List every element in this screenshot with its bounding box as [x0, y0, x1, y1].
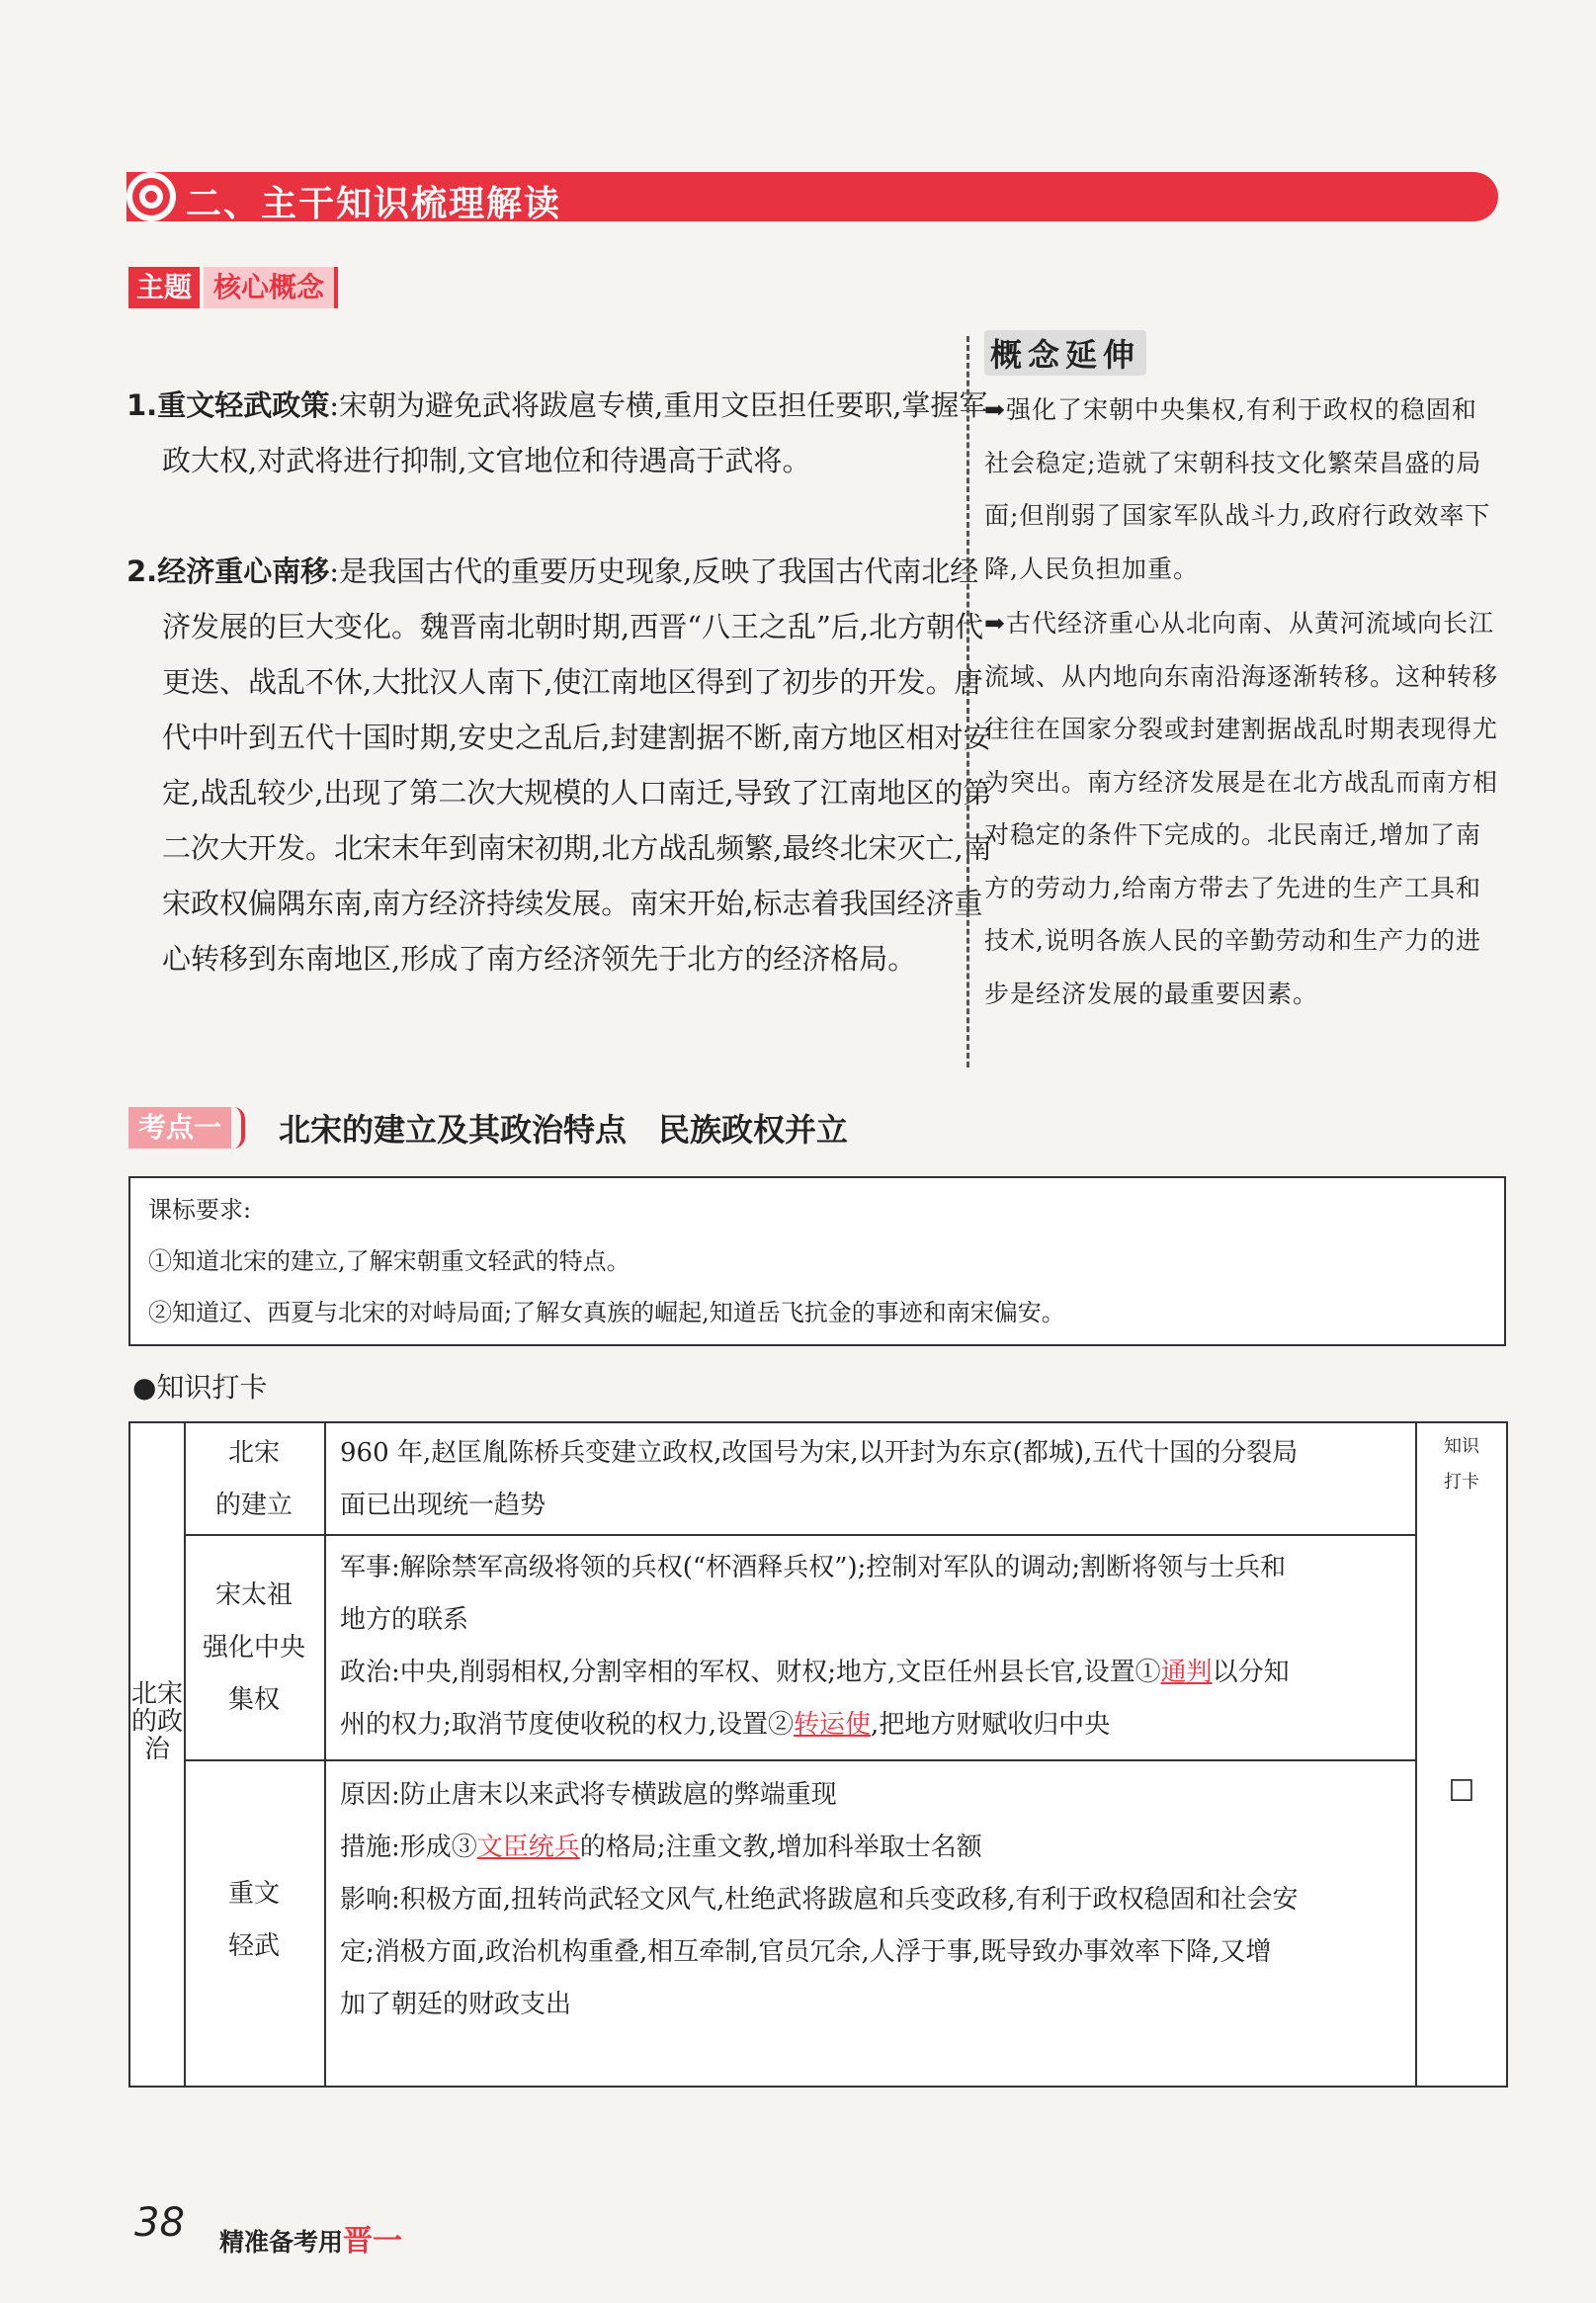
section-title: 二、主干知识梳理解读 — [186, 183, 562, 224]
page-number: 38 — [134, 2200, 185, 2246]
exam-point-tag — [128, 1107, 245, 1149]
sidebar-divider — [966, 336, 969, 1067]
standard-line-2: ②知道辽、西夏与北宋的对峙局面;了解女真族的崛起,知道岳飞抗金的事迹和南宋偏安。 — [148, 1299, 1065, 1326]
standard-line-1: ①知道北宋的建立,了解宋朝重文轻武的特点。 — [148, 1247, 630, 1275]
row3-measure: 措施:形成③文臣统兵的格局;注重文教,增加科举取士名额 — [340, 1833, 982, 1862]
row2-heading-1: 宋太祖 — [214, 1580, 293, 1610]
row2-military-line-2: 地方的联系 — [340, 1605, 469, 1635]
sidebar-paragraph-1: ➡强化了宋朝中央集权,有利于政权的稳固和社会稳定;造就了宋朝科技文化繁荣昌盛的局面;但削弱了国家军队战斗力,政府行政效率下降,人民负担加重。 — [984, 395, 1491, 583]
target-icon — [126, 172, 176, 221]
core-concept-item-1: 1.重文轻武政策:宋朝为避免武将跋扈专横,重用文臣担任要职,掌握军政大权,对武将进行抑制,文官地位和待遇高于武将。 — [126, 388, 988, 477]
row3-heading-2: 轻武 — [227, 1931, 280, 1961]
row2-politics-line-2: 州的权力;取消节度使收税的权力,设置②转运使,把地方财赋收归中央 — [340, 1710, 1111, 1740]
answer-blank-1: 通判 — [1160, 1658, 1213, 1687]
row1-heading-2: 的建立 — [214, 1491, 293, 1520]
table-side-title: 北宋的政治 — [130, 1679, 183, 1764]
answer-blank-2: 转运使 — [794, 1710, 872, 1740]
row2-politics-line-1: 政治:中央,削弱相权,分割宰相的军权、财权;地方,文臣任州县长官,设置①通判以分知 — [340, 1658, 1290, 1687]
exam-point-title: 北宋的建立及其政治特点 民族政权并立 — [279, 1111, 849, 1149]
row2-military-line-1: 军事:解除禁军高级将领的兵权(“杯酒释兵权”);控制对军队的调动;割断将领与士兵和 — [340, 1553, 1287, 1582]
knowledge-table — [128, 1421, 1508, 2088]
row2-heading-2: 强化中央 — [202, 1633, 305, 1663]
row3-effect-line-1: 影响:积极方面,扭转尚武轻文风气,杜绝武将跋扈和兵变政移,有利于政权稳固和社会安 — [340, 1885, 1299, 1915]
checkin-checkbox[interactable]: ☐ — [1448, 1774, 1475, 1809]
concept-text: :是我国古代的重要历史现象,反映了我国古代南北经济发展的巨大变化。魏晋南北朝时期,西晋“八王之乱”后,北方朝代更迭、战乱不休,大批汉人南下,使江南地区得到了初步的开发。唐代中叶到五代十国时期,安史之乱后,封建割据不断,南方地区相对安定,战乱较少,出现了第二次大规模的人口南迁,导致了江南地区的第二次大开发。北宋末年到南宋初期,北方战乱频繁,最终北宋灭亡,南宋政权偏隅东南,南方经济持续发展。南宋开始,标志着我国经济重心转移到东南地区,形成了南方经济领先于北方的经济格局。 — [162, 554, 992, 976]
checkin-label-1: 知识 — [1444, 1436, 1479, 1457]
sidebar-paragraph-2: ➡古代经济重心从北向南、从黄河流域向长江流域、从内地向东南沿海逐渐转移。这种转移往往在国家分裂或封建割据战乱时期表现得尤为突出。南方经济发展是在北方战乱而南方相对稳定的条件下完成的。北民南迁,增加了南方的劳动力,给南方带去了先进的生产工具和技术,说明各族人民的辛勤劳动和生产力的进步是经济发展的最重要因素。 — [984, 609, 1499, 1008]
row3-heading-1: 重文 — [227, 1879, 280, 1909]
concept-text: :宋朝为避免武将跋扈专横,重用文臣担任要职,掌握军政大权,对武将进行抑制,文官地位和待遇高于武将。 — [162, 388, 988, 477]
row2-heading-3: 集权 — [227, 1685, 280, 1715]
row3-effect-line-3: 加了朝廷的财政支出 — [340, 1990, 572, 2019]
theme-tag-label: 主题 — [128, 267, 200, 308]
footer-title: 精准备考用晋一 — [219, 2224, 403, 2259]
concept-keyword: 重文轻武政策 — [157, 388, 330, 422]
standard-heading: 课标要求: — [148, 1196, 252, 1224]
row1-text-line-2: 面已出现统一趋势 — [340, 1491, 546, 1520]
concept-keyword: 经济重心南移 — [157, 554, 330, 588]
theme-tag — [128, 267, 338, 308]
row3-effect-line-2: 定;消极方面,政治机构重叠,相互牵制,官员冗余,人浮于事,既导致办事效率下降,又增 — [340, 1937, 1272, 1967]
row1-text-line-1: 960 年,赵匡胤陈桥兵变建立政权,改国号为宋,以开封为东京(都城),五代十国的分裂局 — [340, 1438, 1299, 1468]
sidebar-title: 概念延伸 — [984, 330, 1146, 376]
knowledge-checkin-label: ●知识打卡 — [132, 1371, 268, 1404]
core-concept-item-2: 2.经济重心南移:是我国古代的重要历史现象,反映了我国古代南北经济发展的巨大变化。魏晋南北朝时期,西晋“八王之乱”后,北方朝代更迭、战乱不休,大批汉人南下,使江南地区得到了初步的开发。唐代中叶到五代十国时期,安史之乱后,封建割据不断,南方地区相对安定,战乱较少,出现了第二次大规模的人口南迁,导致了江南地区的第二次大开发。北宋末年到南宋初期,北方战乱频繁,最终北宋灭亡,南宋政权偏隅东南,南方经济持续发展。南宋开始,标志着我国经济重心转移到东南地区,形成了南方经济领先于北方的经济格局。 — [126, 554, 992, 976]
footer-accent: 晋一 — [343, 2224, 403, 2259]
checkin-label-2: 打卡 — [1444, 1472, 1479, 1493]
exam-point-label: 考点一 — [128, 1107, 231, 1149]
row3-reason: 原因:防止唐末以来武将专横跋扈的弊端重现 — [340, 1780, 837, 1810]
curriculum-standard-box — [128, 1176, 1506, 1346]
answer-blank-3: 文臣统兵 — [476, 1833, 580, 1862]
row1-heading-1: 北宋 — [227, 1438, 280, 1468]
theme-tag-name: 核心概念 — [204, 267, 338, 308]
